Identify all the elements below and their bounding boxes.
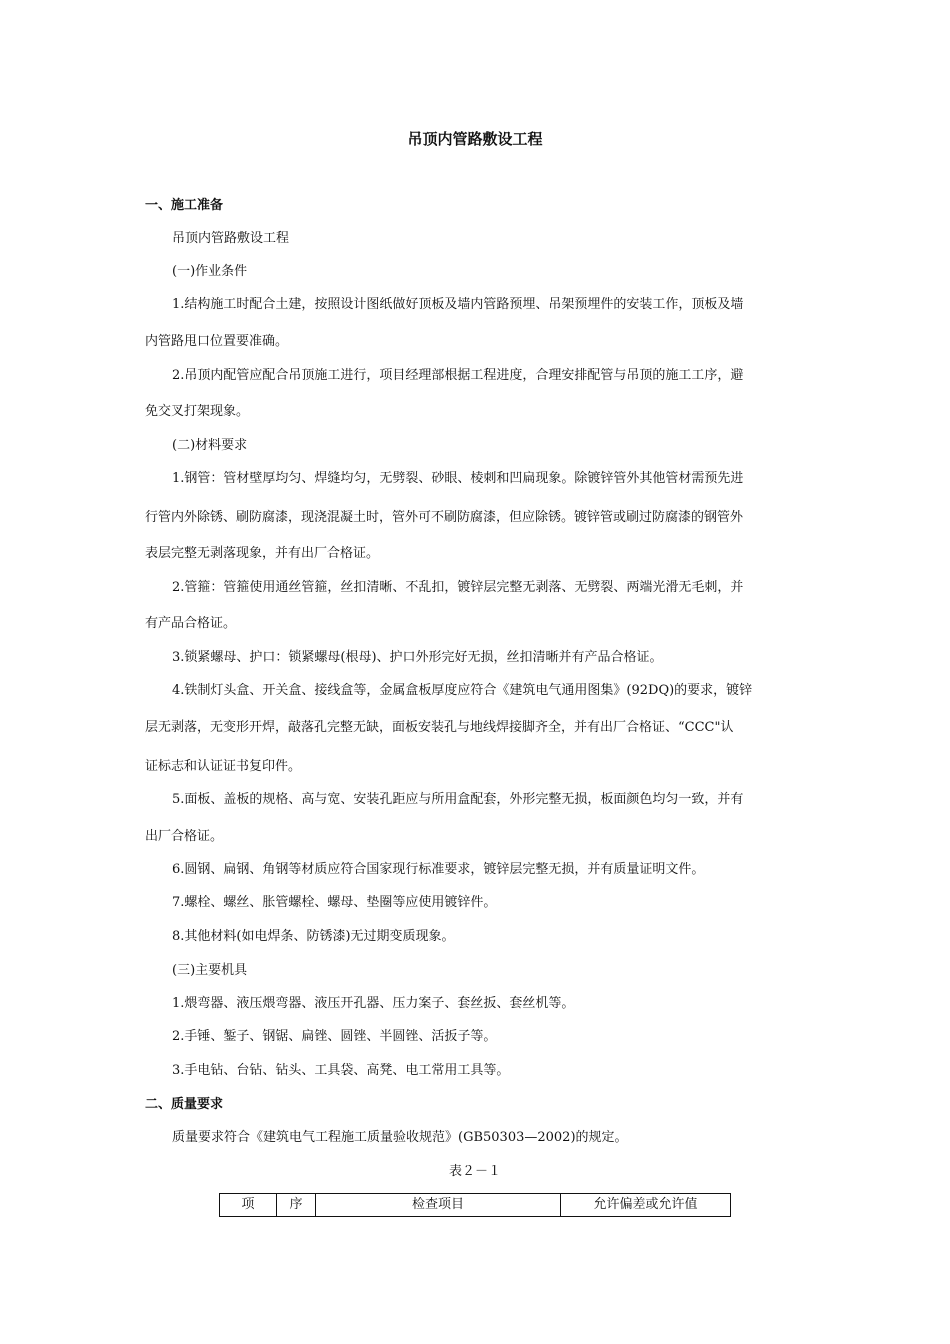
paragraph-line: 4.铁制灯头盒、开关盒、接线盒等，金属盒板厚度应符合《建筑电气通用图集》(92DQ)的要求，镀锌 [172,683,753,698]
paragraph-line: 7.螺栓、螺丝、胀管螺栓、螺母、垫圈等应使用镀锌件。 [172,895,497,910]
paragraph-line: 1.煨弯器、液压煨弯器、液压开孔器、压力案子、套丝扳、套丝机等。 [172,996,575,1011]
table-header-cell: 项 [220,1194,277,1217]
paragraph-line: 2.手锤、錾子、钢锯、扁锉、圆锉、半圆锉、活扳子等。 [172,1029,497,1044]
paragraph-line: (三)主要机具 [172,963,248,978]
paragraph-line: (二)材料要求 [172,438,248,453]
table-header-row [220,1194,731,1217]
paragraph-line: 2.管箍：管箍使用通丝管箍，丝扣清晰、不乱扣，镀锌层完整无剥落、无劈裂、两端光滑无毛刺，并 [172,580,744,595]
paragraph-line: 质量要求符合《建筑电气工程施工质量验收规范》(GB50303—2002)的规定。 [172,1130,628,1145]
paragraph-line: (一)作业条件 [172,264,248,279]
section-heading: 一、施工准备 [145,198,224,213]
table-header-cell: 序 [277,1194,316,1217]
paragraph-line: 3.手电钻、台钻、钻头、工具袋、高凳、电工常用工具等。 [172,1063,510,1078]
paragraph-line: 8.其他材料(如电焊条、防锈漆)无过期变质现象。 [172,929,455,944]
paragraph-line: 3.锁紧螺母、护口：锁紧螺母(根母)、护口外形完好无损，丝扣清晰并有产品合格证。 [172,650,663,665]
paragraph-line: 吊顶内管路敷设工程 [172,231,290,246]
table-header-cell: 检查项目 [316,1194,561,1217]
table-caption: 表２－１ [448,1164,501,1179]
paragraph-line: 免交叉打架现象。 [145,404,250,419]
paragraph-line: 内管路甩口位置要准确。 [145,334,289,349]
paragraph-line: 6.圆钢、扁钢、角钢等材质应符合国家现行标准要求，镀锌层完整无损，并有质量证明文件。 [172,862,705,877]
quality-table [219,1193,731,1217]
paragraph-line: 1.钢管：管材壁厚均匀、焊缝均匀，无劈裂、砂眼、棱刺和凹扁现象。除镀锌管外其他管材需预先进 [172,471,744,486]
paragraph-line: 2.吊顶内配管应配合吊顶施工进行，项目经理部根据工程进度，合理安排配管与吊顶的施工工序，避 [172,368,744,383]
paragraph-line: 出厂合格证。 [145,829,224,844]
section-heading: 二、质量要求 [145,1097,224,1112]
paragraph-line: 1.结构施工时配合土建，按照设计图纸做好顶板及墙内管路预埋、吊架预埋件的安装工作，顶板及墙 [172,297,744,312]
table-header-cell: 允许偏差或允许值 [561,1194,731,1217]
paragraph-line: 行管内外除锈、刷防腐漆，现浇混凝土时，管外可不刷防腐漆，但应除锈。镀锌管或刷过防腐漆的钢管外 [145,510,744,525]
paragraph-line: 层无剥落，无变形开焊，敲落孔完整无缺，面板安装孔与地线焊接脚齐全，并有出厂合格证、“CCC"认 [145,720,734,735]
paragraph-line: 有产品合格证。 [145,616,237,631]
paragraph-line: 5.面板、盖板的规格、高与宽、安装孔距应与所用盒配套，外形完整无损，板面颜色均匀一致，并有 [172,792,744,807]
paragraph-line: 证标志和认证证书复印件。 [145,759,302,774]
document-title: 吊顶内管路敷设工程 [407,130,543,148]
paragraph-line: 表层完整无剥落现象，并有出厂合格证。 [145,546,380,561]
